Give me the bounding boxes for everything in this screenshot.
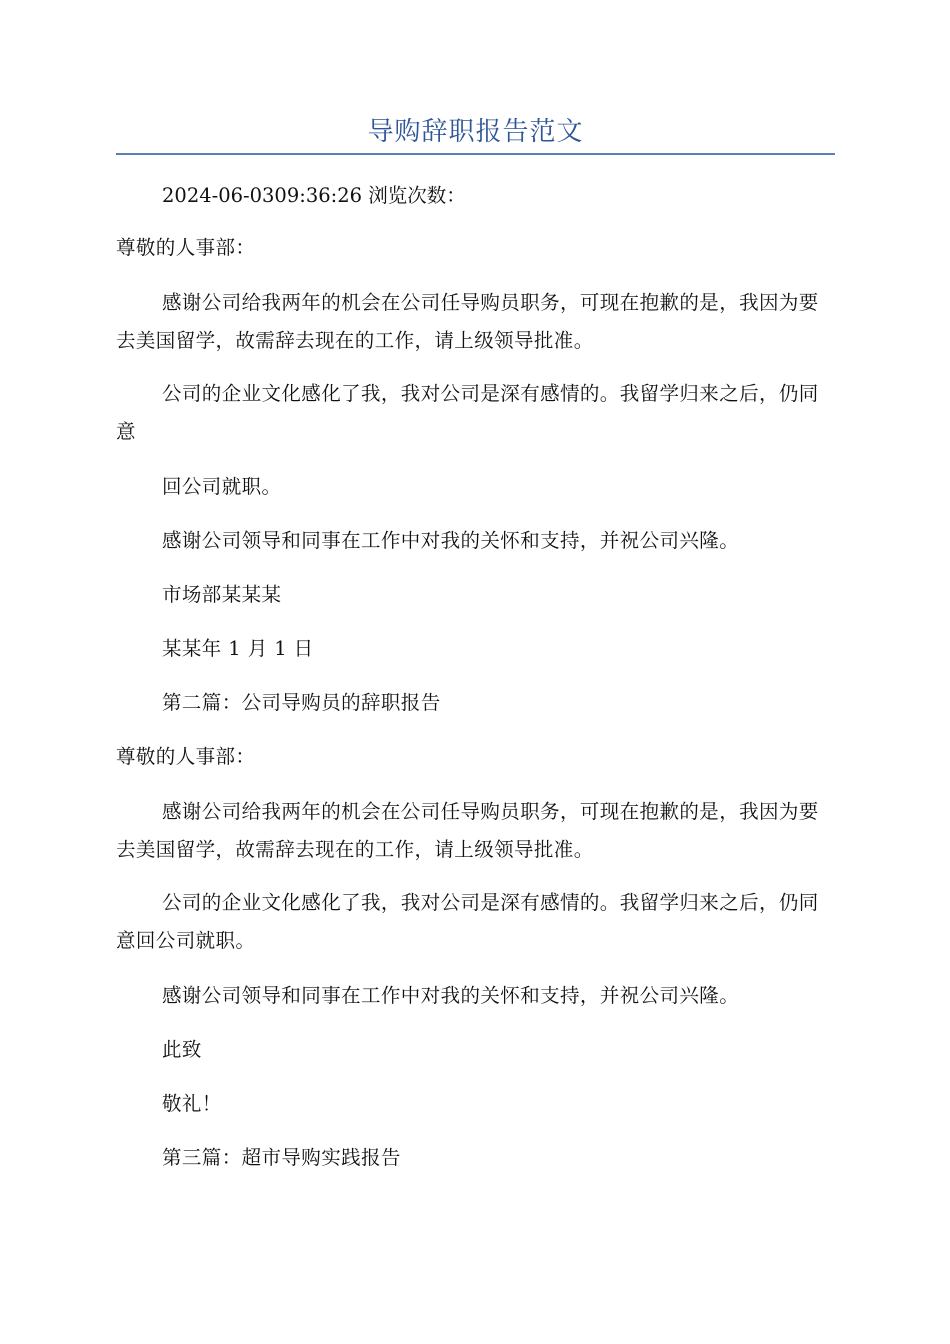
section-heading: 第二篇：公司导购员的辞职报告 xyxy=(162,691,441,714)
body-paragraph: 公司的企业文化感化了我，我对公司是深有感情的。我留学归来之后，仍同意回公司就职。 xyxy=(116,891,819,952)
body-paragraph: 公司的企业文化感化了我，我对公司是深有感情的。我留学归来之后，仍同意 xyxy=(116,382,819,443)
signature-date: 某某年 1 月 1 日 xyxy=(162,637,314,660)
closing-salute: 敬礼！ xyxy=(162,1092,222,1115)
closing-phrase: 此致 xyxy=(162,1038,202,1061)
salutation: 尊敬的人事部： xyxy=(116,745,256,768)
body-paragraph: 感谢公司给我两年的机会在公司任导购员职务，可现在抱歉的是，我因为要去美国留学，故需辞去现在的工作，请上级领导批准。 xyxy=(116,291,819,352)
body-paragraph: 感谢公司领导和同事在工作中对我的关怀和支持，并祝公司兴隆。 xyxy=(162,529,740,552)
publish-meta: 2024-06-0309:36:26 浏览次数： xyxy=(162,184,466,207)
body-paragraph: 感谢公司领导和同事在工作中对我的关怀和支持，并祝公司兴隆。 xyxy=(162,984,740,1007)
salutation: 尊敬的人事部： xyxy=(116,236,256,259)
section-heading: 第三篇：超市导购实践报告 xyxy=(162,1146,401,1169)
signature-department: 市场部某某某 xyxy=(162,583,282,606)
title-underline xyxy=(116,153,835,155)
document-title: 导购辞职报告范文 xyxy=(367,117,584,147)
body-paragraph: 感谢公司给我两年的机会在公司任导购员职务，可现在抱歉的是，我因为要去美国留学，故需辞去现在的工作，请上级领导批准。 xyxy=(116,800,819,861)
body-paragraph: 回公司就职。 xyxy=(162,475,282,498)
